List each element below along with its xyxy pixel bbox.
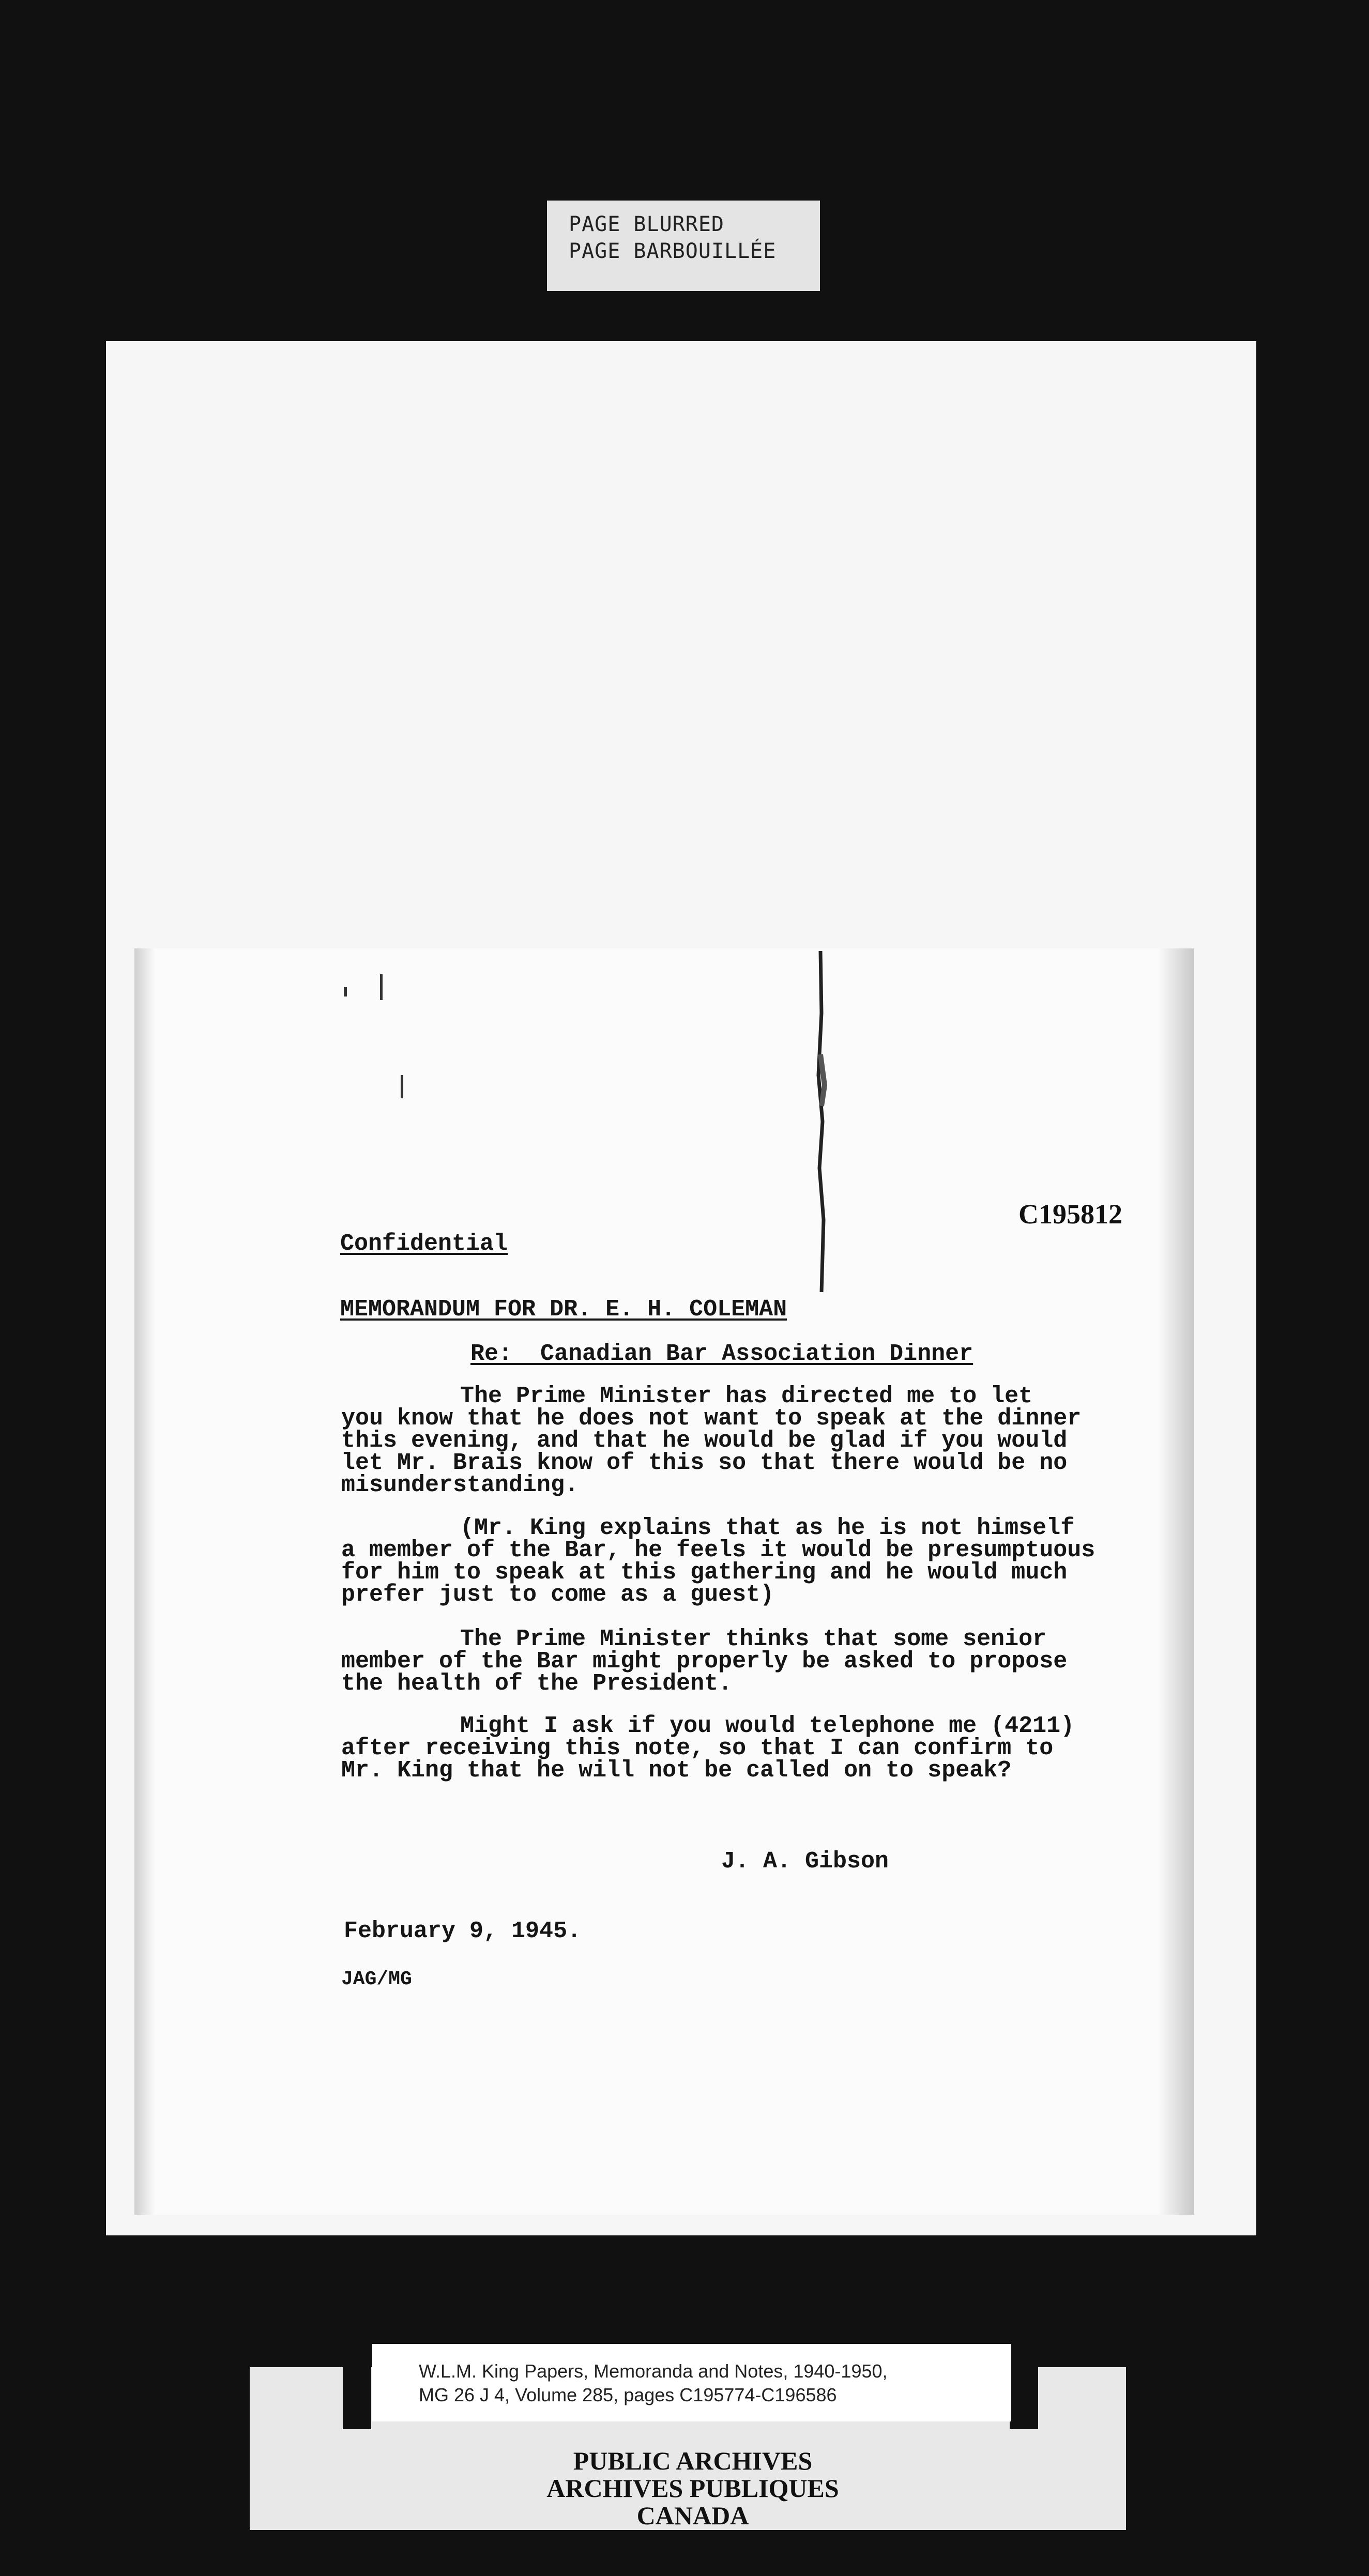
citation-line-1: W.L.M. King Papers, Memoranda and Notes, 1940-1950, bbox=[419, 2360, 888, 2382]
page-blurred-tag bbox=[547, 201, 820, 291]
memo-right-edge-shadow bbox=[1158, 948, 1194, 2215]
memo-date: February 9, 1945. bbox=[344, 1918, 582, 1944]
stray-mark bbox=[380, 974, 383, 1000]
archive-name bbox=[465, 2447, 920, 2529]
classification-label: Confidential bbox=[340, 1231, 508, 1257]
memo-subject: Re: Canadian Bar Association Dinner bbox=[470, 1341, 973, 1367]
paragraph-line: a member of the Bar, he feels it would be presumptuous bbox=[341, 1537, 1096, 1563]
signature: J. A. Gibson bbox=[721, 1848, 889, 1875]
blur-tag-line-1: PAGE BLURRED bbox=[569, 212, 724, 236]
paragraph-line: prefer just to come as a guest) bbox=[341, 1582, 774, 1608]
memo-heading: MEMORANDUM FOR DR. E. H. COLEMAN bbox=[340, 1296, 787, 1323]
frame-notch bbox=[1010, 2367, 1038, 2429]
paragraph-line: misunderstanding. bbox=[341, 1472, 579, 1498]
paragraph-line: The Prime Minister has directed me to let bbox=[460, 1383, 1033, 1409]
reference-number: C195812 bbox=[1018, 1199, 1122, 1230]
paragraph-line: Mr. King that he will not be called on to speak? bbox=[341, 1757, 1012, 1784]
paragraph-line: you know that he does not want to speak at the dinner bbox=[341, 1405, 1082, 1432]
archive-name-line-1: PUBLIC ARCHIVES bbox=[573, 2446, 813, 2475]
paragraph-line: (Mr. King explains that as he is not himself bbox=[460, 1515, 1075, 1541]
stray-mark bbox=[401, 1075, 403, 1098]
typist-initials: JAG/MG bbox=[341, 1968, 412, 1990]
memo-paragraph-1 bbox=[341, 1385, 1081, 1496]
memo-paragraph-3 bbox=[341, 1628, 1067, 1695]
paragraph-line: Might I ask if you would telephone me (4211) bbox=[460, 1713, 1075, 1739]
memo-paragraph-2 bbox=[341, 1517, 1095, 1606]
citation-card bbox=[372, 2344, 1011, 2421]
paper-crease-mark bbox=[809, 951, 832, 1292]
memo-left-edge-shadow bbox=[134, 948, 155, 2215]
memo-paragraph-4 bbox=[341, 1715, 1074, 1782]
paragraph-line: after receiving this note, so that I can confirm to bbox=[341, 1735, 1054, 1761]
archive-name-line-3: CANADA bbox=[636, 2501, 749, 2530]
citation-line-2: MG 26 J 4, Volume 285, pages C195774-C196586 bbox=[419, 2384, 837, 2405]
archive-name-line-2: ARCHIVES PUBLIQUES bbox=[546, 2474, 839, 2503]
frame-notch bbox=[343, 2367, 371, 2429]
paragraph-line: this evening, and that he would be glad if you would bbox=[341, 1428, 1068, 1454]
paragraph-line: let Mr. Brais know of this so that there would be no bbox=[341, 1450, 1068, 1476]
stray-mark bbox=[344, 987, 347, 996]
paragraph-line: for him to speak at this gathering and he would much bbox=[341, 1559, 1068, 1586]
paragraph-line: The Prime Minister thinks that some senior bbox=[460, 1626, 1047, 1652]
paragraph-line: member of the Bar might properly be asked to propose bbox=[341, 1648, 1068, 1675]
paragraph-line: the health of the President. bbox=[341, 1670, 733, 1697]
blur-tag-line-2: PAGE BARBOUILLÉE bbox=[569, 239, 777, 263]
